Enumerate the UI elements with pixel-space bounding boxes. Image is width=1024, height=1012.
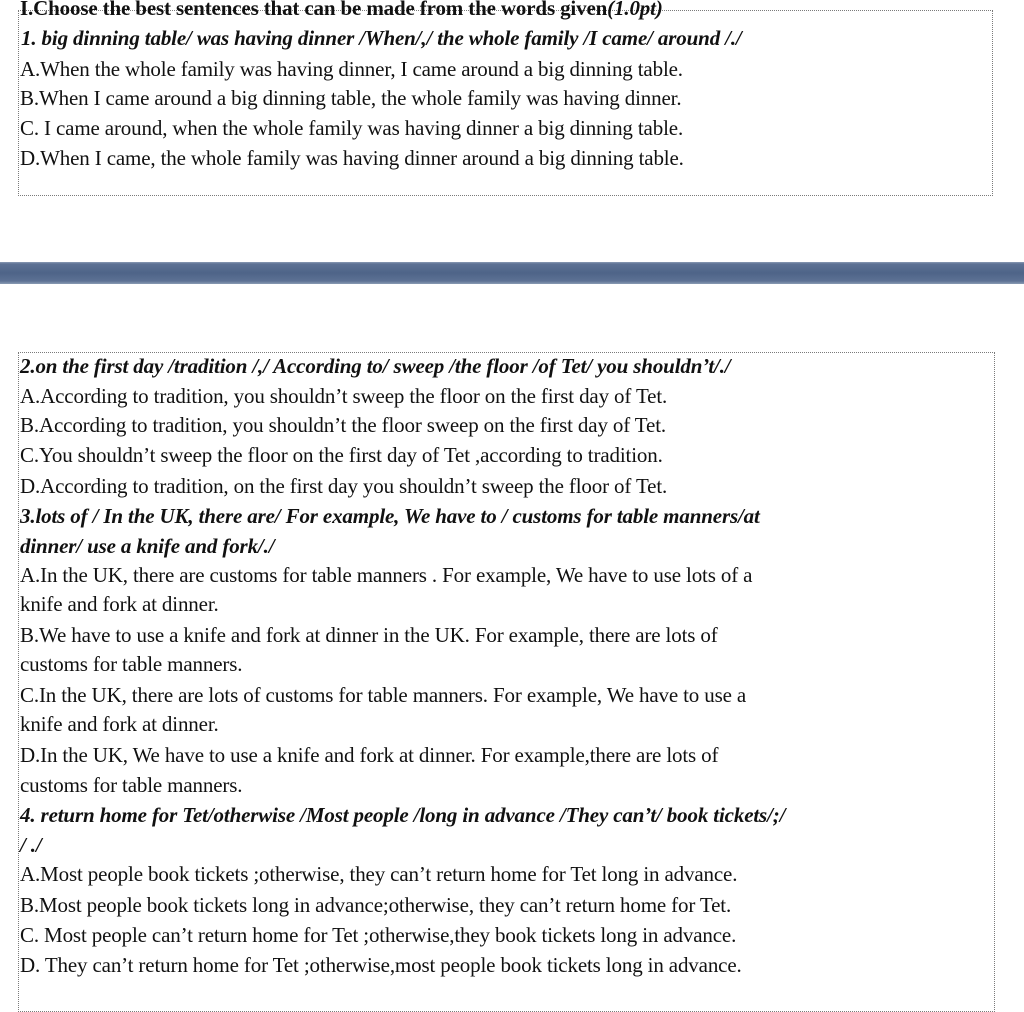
question-4-option-a: A.Most people book tickets ;otherwise, they can’t return home for Tet long in advance.	[20, 862, 738, 886]
question-3-option-c-line-1: C.In the UK, there are lots of customs for table manners. For example, We have to use a	[20, 683, 747, 707]
question-4-option-b: B.Most people book tickets long in advance;otherwise, they can’t return home for Tet.	[20, 893, 732, 917]
question-3-option-d-line-1: D.In the UK, We have to use a knife and fork at dinner. For example,there are lots of	[20, 743, 719, 767]
question-2-option-a: A.According to tradition, you shouldn’t sweep the floor on the first day of Tet.	[20, 384, 668, 408]
question-1-option-b: B.When I came around a big dinning table, the whole family was having dinner.	[20, 86, 682, 110]
question-3-prompt-line-2: dinner/ use a knife and fork/./	[20, 534, 275, 558]
question-4-option-c: C. Most people can’t return home for Tet ;otherwise,they book tickets long in advance.	[20, 923, 737, 947]
question-1-prompt: 1. big dinning table/ was having dinner /When/,/ the whole family /I came/ around /./	[21, 26, 742, 50]
question-2-option-d: D.According to tradition, on the first day you shouldn’t sweep the floor of Tet.	[20, 474, 668, 498]
section-title	[20, 0, 663, 20]
question-3-option-a-line-1: A.In the UK, there are customs for table manners . For example, We have to use lots of a	[20, 563, 753, 587]
question-1-option-a: A.When the whole family was having dinner, I came around a big dinning table.	[20, 57, 683, 81]
question-4-prompt-line-1: 4. return home for Tet/otherwise /Most people /long in advance /They can’t/ book tickets/;/	[20, 803, 786, 827]
question-1-option-d: D.When I came, the whole family was having dinner around a big dinning table.	[20, 146, 684, 170]
section-title-points: (1.0pt)	[607, 0, 663, 20]
question-4-prompt-line-2: / ./	[20, 833, 42, 857]
question-4-option-d: D. They can’t return home for Tet ;otherwise,most people book tickets long in advance.	[20, 953, 742, 977]
section-title-text: I.Choose the best sentences that can be made from the words given	[20, 0, 608, 20]
question-2-option-b: B.According to tradition, you shouldn’t the floor sweep on the first day of Tet.	[20, 413, 666, 437]
question-3-prompt-line-1: 3.lots of / In the UK, there are/ For example, We have to / customs for table manners/at	[20, 504, 760, 528]
question-3-option-b-line-2: customs for table manners.	[20, 652, 243, 676]
question-2-option-c: C.You shouldn’t sweep the floor on the first day of Tet ,according to tradition.	[20, 443, 663, 467]
question-3-option-c-line-2: knife and fork at dinner.	[20, 712, 219, 736]
question-1-option-c: C. I came around, when the whole family was having dinner a big dinning table.	[20, 116, 684, 140]
question-3-option-b-line-1: B.We have to use a knife and fork at dinner in the UK. For example, there are lots of	[20, 623, 718, 647]
page-break-gap	[0, 262, 1024, 284]
question-3-option-a-line-2: knife and fork at dinner.	[20, 592, 219, 616]
question-3-option-d-line-2: customs for table manners.	[20, 773, 243, 797]
question-2-prompt: 2.on the first day /tradition /,/ According to/ sweep /the floor /of Tet/ you shouldn’t/./	[20, 354, 731, 378]
